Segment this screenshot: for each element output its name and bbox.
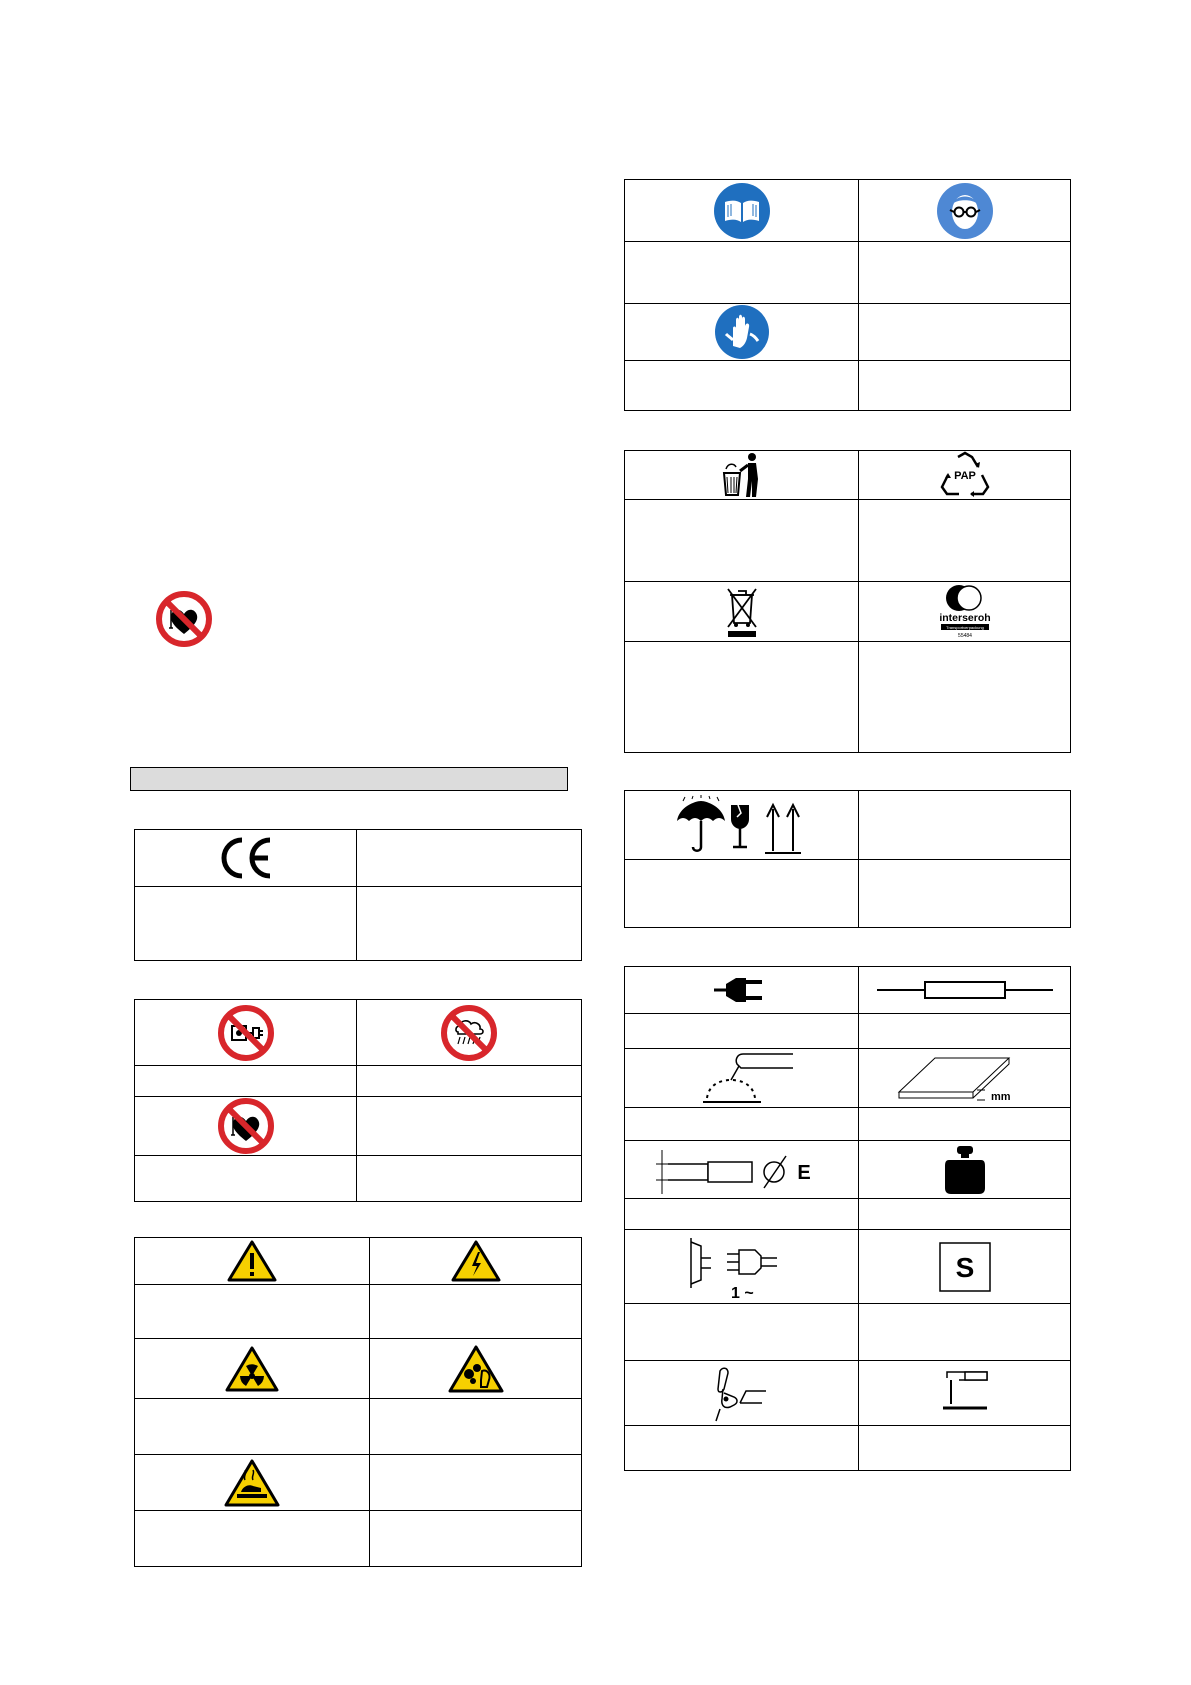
radiation-warning-cell [135, 1339, 370, 1399]
mains-plug-cell [625, 967, 859, 1014]
no-rain-cell [357, 1000, 582, 1066]
weee-crossed-bin-icon [722, 585, 762, 639]
empty-cell [859, 791, 1071, 860]
weight-cell [859, 1141, 1071, 1199]
eye-protection-icon [936, 182, 994, 240]
wear-gloves-icon [714, 304, 770, 360]
empty-cell [859, 304, 1071, 361]
recycling-pap-icon [938, 451, 992, 499]
weight-icon [943, 1144, 987, 1196]
prohibition-table [134, 999, 582, 1202]
material-thickness-icon [895, 1052, 1035, 1104]
e-label: E [796, 1161, 811, 1184]
empty-cell [370, 1511, 582, 1567]
empty-cell [859, 242, 1071, 304]
s-mark-cell [859, 1230, 1071, 1304]
mm-label: mm [990, 1091, 1011, 1103]
empty-cell [625, 500, 859, 582]
read-manual-cell [625, 180, 859, 242]
mig-torch-icon [710, 1363, 774, 1423]
empty-cell [859, 1108, 1071, 1141]
fumes-warning-cell [370, 1339, 582, 1399]
empty-cell [370, 1399, 582, 1455]
no-pacemaker-cell [135, 1097, 357, 1156]
dispose-properly-cell [625, 451, 859, 500]
empty-cell [625, 1199, 859, 1230]
empty-cell [357, 887, 582, 961]
empty-cell [625, 1426, 859, 1471]
empty-cell [357, 1156, 582, 1202]
keep-dry-fragile-this-way-up-icon [675, 795, 809, 855]
ce-table [134, 829, 582, 961]
eye-protection-cell [859, 180, 1071, 242]
phase-label: 1 ~ [730, 1284, 754, 1300]
high-voltage-warning-icon [450, 1239, 502, 1283]
fumes-warning-icon [447, 1344, 505, 1394]
empty-cell [370, 1285, 582, 1339]
weee-cell [625, 582, 859, 642]
material-thickness-cell [859, 1049, 1071, 1108]
general-warning-cell [135, 1238, 370, 1285]
wear-gloves-cell [625, 304, 859, 361]
empty-cell [859, 361, 1071, 411]
welding-arc-cell [625, 1049, 859, 1108]
no-pacemaker-icon [217, 1097, 275, 1155]
packaging-symbols-cell [625, 791, 859, 860]
radiation-warning-icon [224, 1345, 280, 1393]
empty-cell [135, 1511, 370, 1567]
empty-cell [859, 860, 1071, 928]
interseroh-code-label: 55484 [957, 632, 972, 639]
empty-cell [859, 1304, 1071, 1361]
single-phase-input-icon [687, 1234, 797, 1300]
empty-cell [859, 1426, 1071, 1471]
empty-cell [859, 642, 1071, 753]
tig-electrode-cell [859, 1361, 1071, 1426]
electrode-diameter-icon [652, 1142, 832, 1198]
technical-symbols-table [624, 966, 1071, 1471]
welding-arc-icon [677, 1050, 807, 1106]
interseroh-logo-icon [935, 584, 995, 640]
empty-cell [625, 1304, 859, 1361]
s-label: S [955, 1251, 974, 1283]
empty-cell [625, 361, 859, 411]
disposal-table [624, 450, 1071, 753]
empty-cell [135, 1285, 370, 1339]
fuse-cell [859, 967, 1071, 1014]
empty-cell [625, 642, 859, 753]
recycling-pap-cell [859, 451, 1071, 500]
empty-cell [135, 887, 357, 961]
empty-cell [859, 500, 1071, 582]
ce-mark-cell [135, 830, 357, 887]
hot-surface-warning-icon [223, 1458, 281, 1508]
electric-warning-cell [370, 1238, 582, 1285]
empty-cell [370, 1455, 582, 1511]
interseroh-label: interseroh [938, 611, 991, 624]
read-manual-icon [713, 182, 771, 240]
mig-torch-cell [625, 1361, 859, 1426]
general-warning-icon [226, 1239, 278, 1283]
empty-cell [625, 1014, 859, 1049]
warning-table [134, 1237, 582, 1567]
empty-cell [135, 1156, 357, 1202]
tidyman-icon [718, 451, 766, 499]
interseroh-sub-label: Transportverpackung [945, 624, 984, 630]
empty-cell [625, 860, 859, 928]
single-phase-input-cell [625, 1230, 859, 1304]
no-medical-device-cell [135, 1000, 357, 1066]
empty-cell [859, 1199, 1071, 1230]
interseroh-cell [859, 582, 1071, 642]
empty-cell [357, 1097, 582, 1156]
mandatory-table [624, 179, 1071, 411]
no-pacemaker-standalone-sign [155, 590, 213, 653]
empty-cell [859, 1014, 1071, 1049]
no-rain-use-icon [440, 1004, 498, 1062]
section-heading-bar [130, 767, 568, 791]
empty-cell [135, 1399, 370, 1455]
empty-cell [625, 1108, 859, 1141]
empty-cell [135, 1066, 357, 1097]
s-mark-icon [938, 1241, 992, 1293]
no-electronic-implant-icon [217, 1004, 275, 1062]
tig-electrode-icon [937, 1368, 993, 1418]
fuse-icon [875, 978, 1055, 1002]
empty-cell [357, 1066, 582, 1097]
ce-description-cell [357, 830, 582, 887]
hot-surface-cell [135, 1455, 370, 1511]
ce-mark-icon [218, 836, 274, 880]
empty-cell [625, 242, 859, 304]
electrode-diameter-cell [625, 1141, 859, 1199]
packaging-table [624, 790, 1071, 928]
mains-plug-icon [712, 970, 772, 1010]
pap-label: PAP [953, 470, 976, 482]
